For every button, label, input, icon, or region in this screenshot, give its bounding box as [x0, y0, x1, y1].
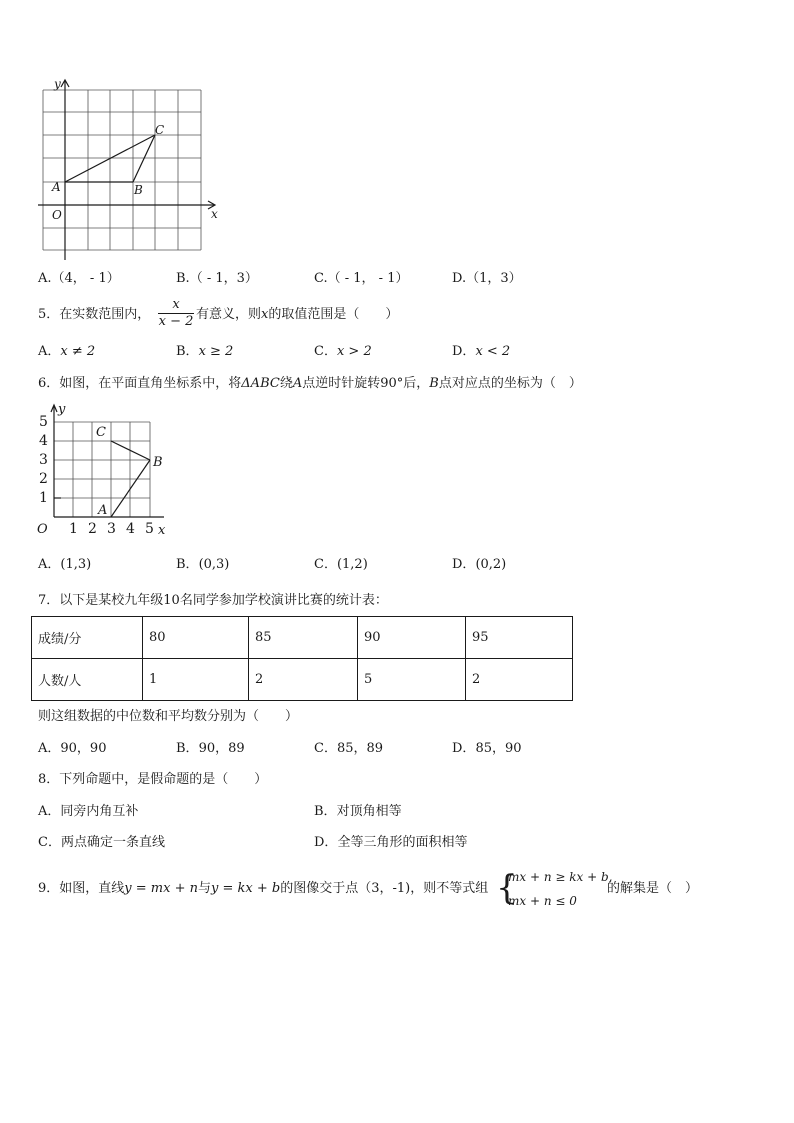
point-label-a: A [52, 180, 61, 194]
q7-option-c[interactable] [314, 740, 383, 758]
axis-label-y: y [54, 78, 61, 91]
figure-q4-grid [36, 78, 226, 263]
option-text: 同旁内角互补 [60, 804, 139, 819]
q5-var: x [261, 307, 269, 322]
option-key: C． [314, 557, 337, 572]
table-row [32, 617, 573, 659]
grid-lines [43, 90, 201, 250]
axis-label-x: x [158, 523, 166, 537]
q9-inequality-2: mx + n ≤ 0 [508, 894, 577, 908]
q4-option-c[interactable] [314, 270, 408, 288]
option-key: C． [314, 344, 337, 359]
table-cell: 95 [466, 617, 573, 659]
x-tick-label-5: 5 [145, 521, 154, 537]
option-text: (0,3) [198, 557, 230, 572]
q6-option-d[interactable] [452, 556, 506, 574]
x-tick-label-4: 4 [126, 521, 135, 537]
point-label-c: C [155, 123, 165, 137]
y-tick-label-2: 2 [39, 471, 48, 487]
q7-option-b[interactable] [176, 740, 245, 758]
option-text: 85，89 [336, 741, 384, 756]
q7-question: 则这组数据的中位数和平均数分别为（ ） [38, 709, 299, 724]
table-cell: 90 [358, 617, 466, 659]
q6-mid2: 点逆时针旋转90°后， [302, 376, 430, 391]
q5-suffix: 的取值范围是（ ） [268, 307, 399, 322]
option-key: B． [176, 344, 199, 359]
option-key: B. [176, 271, 190, 286]
option-key: A． [38, 804, 61, 819]
q8-option-c[interactable] [38, 834, 165, 852]
q5-fraction-numerator: x [172, 297, 180, 312]
q5-stem-end [196, 306, 398, 324]
option-key: D． [314, 835, 338, 850]
q7-option-a[interactable] [38, 740, 106, 758]
q4-option-b[interactable] [176, 270, 258, 288]
x-tick-label-2: 2 [88, 521, 97, 537]
option-key: A． [38, 344, 61, 359]
table-cell: 85 [249, 617, 358, 659]
option-text: 90，90 [60, 741, 107, 756]
table-cell: 5 [358, 659, 466, 701]
q6-stem [38, 375, 582, 393]
option-text: 全等三角形的面积相等 [337, 835, 468, 850]
option-text: 对顶角相等 [336, 804, 402, 819]
system-brace: { [496, 868, 518, 908]
option-text: (1,2) [336, 557, 368, 572]
q9-mid2: 的图像交于点（3，-1)，则不等式组 [280, 881, 489, 896]
q7-stem [38, 592, 388, 610]
option-key: D． [452, 344, 476, 359]
option-key: D． [452, 557, 476, 572]
option-text: (0,2) [475, 557, 507, 572]
q7-text: 以下是某校九年级10名同学参加学校演讲比赛的统计表： [59, 593, 388, 608]
table-cell: 2 [466, 659, 573, 701]
q5-mid: 有意义，则 [196, 307, 262, 322]
point-label-c: C [96, 425, 106, 440]
option-key: C． [38, 835, 61, 850]
q6-point-b: B [429, 376, 439, 391]
option-key: D． [452, 741, 476, 756]
figure-q6-grid [34, 402, 174, 537]
table-row [32, 659, 573, 701]
option-text: 90，89 [198, 741, 245, 756]
q6-mid1: 绕 [279, 376, 293, 391]
table-cell: 80 [143, 617, 249, 659]
option-text: (1,3) [60, 557, 92, 572]
y-tick-label-4: 4 [39, 433, 48, 449]
q4-option-d[interactable] [452, 270, 522, 288]
q9-inequality-1: mx + n ≥ kx + b, [508, 870, 613, 884]
option-key: A． [38, 741, 61, 756]
option-key: B． [176, 741, 199, 756]
q6-prefix: 如图，在平面直角坐标系中，将 [59, 376, 242, 391]
option-key: C． [314, 741, 337, 756]
table-cell: 2 [249, 659, 358, 701]
q6-option-c[interactable] [314, 556, 368, 574]
q5-fraction [158, 297, 194, 330]
q8-stem [38, 771, 267, 789]
q5-number: 5． [38, 307, 60, 322]
option-key: B． [314, 804, 337, 819]
table-cell: 1 [143, 659, 249, 701]
q5-option-a[interactable] [38, 343, 95, 361]
q6-suffix: 点对应点的坐标为（ ） [438, 376, 582, 391]
origin-label: O [52, 208, 62, 222]
table-cell: 成绩/分 [32, 617, 143, 659]
x-tick-label-1: 1 [69, 521, 78, 537]
table-cell: 人数/人 [32, 659, 143, 701]
q8-option-a[interactable] [38, 803, 138, 821]
q6-triangle: ΔABC [241, 376, 280, 391]
option-text: （4， - 1） [51, 271, 120, 286]
option-text: 两点确定一条直线 [60, 835, 165, 850]
stats-table [31, 616, 573, 701]
q5-stem-start [38, 306, 150, 324]
option-key: D. [452, 271, 467, 286]
y-tick-label-3: 3 [39, 452, 48, 468]
q8-option-d[interactable] [314, 834, 467, 852]
origin-label: O [37, 522, 48, 537]
q6-point: A [292, 376, 303, 391]
option-text: x < 2 [475, 344, 511, 359]
y-tick-label-1: 1 [39, 490, 48, 506]
q9-number: 9． [38, 881, 60, 896]
q4-option-a[interactable] [38, 270, 120, 288]
q9-mid1: 与 [198, 881, 212, 896]
option-text: （1，3） [466, 271, 522, 286]
q9-stem-start [38, 880, 488, 898]
q8-number: 8． [38, 772, 60, 787]
q7-option-d[interactable] [452, 740, 522, 758]
q6-number: 6． [38, 376, 60, 391]
x-tick-label-3: 3 [107, 521, 116, 537]
point-label-b: B [153, 455, 163, 470]
q9-prefix: 如图，直线 [59, 881, 125, 896]
q9-line1: y = mx + n [124, 881, 198, 896]
option-key: C. [314, 271, 328, 286]
q7-number: 7． [38, 593, 60, 608]
q8-text: 下列命题中，是假命题的是（ ） [59, 772, 268, 787]
option-text: x > 2 [336, 344, 372, 359]
q5-option-d[interactable] [452, 343, 510, 361]
q6-option-a[interactable] [38, 556, 91, 574]
option-text: x ≠ 2 [60, 344, 96, 359]
option-text: x ≥ 2 [198, 344, 234, 359]
option-key: A． [38, 557, 61, 572]
q5-prefix: 在实数范围内， [59, 307, 151, 322]
point-label-a: A [98, 503, 108, 518]
point-label-b: B [134, 183, 143, 197]
q9-suffix: 的解集是（ ） [607, 881, 699, 896]
option-text: 85，90 [475, 741, 522, 756]
q5-option-b[interactable] [176, 343, 233, 361]
axis-label-y: y [58, 402, 66, 417]
q8-option-b[interactable] [314, 803, 402, 821]
axis-label-x: x [211, 207, 218, 221]
option-text: （ - 1， - 1） [327, 271, 409, 286]
q9-line2: y = kx + b [211, 881, 281, 896]
q5-fraction-denominator: x − 2 [158, 314, 194, 329]
y-tick-label-5: 5 [39, 414, 48, 430]
option-key: A. [38, 271, 52, 286]
q5-option-c[interactable] [314, 343, 372, 361]
option-key: B． [176, 557, 199, 572]
option-text: （ - 1，3） [189, 271, 258, 286]
q6-option-b[interactable] [176, 556, 229, 574]
